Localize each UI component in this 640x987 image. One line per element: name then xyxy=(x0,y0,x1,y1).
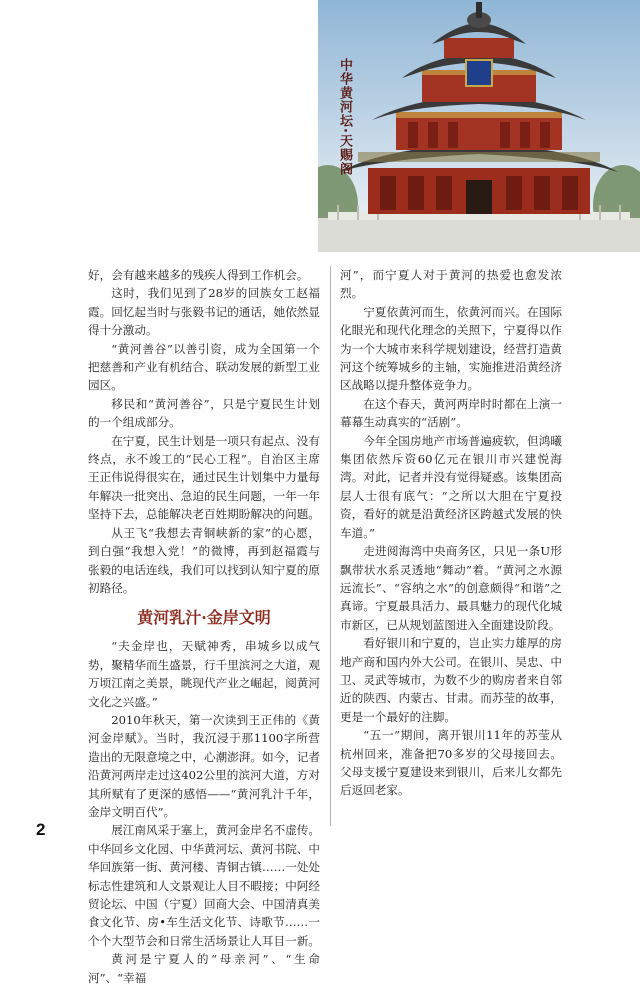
left-column xyxy=(88,266,320,987)
paragraph: 这时，我们见到了28岁的回族女工赵福霞。回忆起当时与张毅书记的通话，她依然显得十分激动。 xyxy=(88,286,320,338)
paragraph: 好，会有越来越多的残疾人得到工作机会。 xyxy=(88,268,309,282)
hero-photo xyxy=(318,0,640,252)
paragraph: 移民和“黄河善谷”，只是宁夏民生计划的一个组成部分。 xyxy=(88,396,320,430)
paragraph: 看好银川和宁夏的，岂止实力雄厚的房地产商和国内外大公司。在银川、吴忠、中卫、灵武等城市，为数不少的购房者来自邻近的陕西、内蒙古、甘肃。而苏莹的故事，更是一个最好的注脚。 xyxy=(340,636,562,724)
paragraph: 从王飞“我想去青铜峡新的家”的心愿，到白强“我想入党！”的微博，再到赵福霞与张毅的电话连线，我们可以找到认知宁夏的原初路径。 xyxy=(88,525,320,595)
paragraph: 在这个春天，黄河两岸时时都在上演一幕幕生动真实的“活剧”。 xyxy=(340,396,562,430)
paragraph: 宁夏依黄河而生，依黄河而兴。在国际化眼光和现代化理念的关照下，宁夏得以作为一个大城市来科学规划建设，经营打造黄河这个统筹城乡的主轴，实施推进沿黄经济区战略以提升整体竞争力。 xyxy=(340,304,562,393)
temple-ground-floor xyxy=(368,168,590,214)
temple-finial xyxy=(476,2,482,18)
section-title: 黄河乳汁·金岸文明 xyxy=(137,608,271,628)
page-number: 2 xyxy=(36,820,46,839)
paragraph: “夫金岸也，天赋神秀，串城乡以成气势，聚精华而生盛景，行千里滨河之大道，观万顷江南之美景，眺现代产业之崛起，阅黄河文化之兴盛。” xyxy=(88,639,320,709)
paragraph: 2010年秋天，第一次读到王正伟的《黄河金岸赋》。当时，我沉浸于那1100字所营造出的无限意境之中，心潮澎湃。如今，记者沿黄河两岸走过这402公里的滨河大道，方对其所赋有了更深的感悟——“黄河乳汁千年，金岸文明百代”。 xyxy=(88,712,320,819)
paragraph: 走进阅海湾中央商务区，只见一条U形飘带状水系灵透地“舞动”着。“黄河之水源远流长”、“容纳之水”的创意颇得“和谐”之真谛。宁夏最具活力、最具魅力的现代化城市新区，已从规划蓝图进入全面建设阶段。 xyxy=(340,544,562,632)
paragraph: 在宁夏，民生计划是一项只有起点、没有终点，永不竣工的“民心工程”。自治区主席王正伟说得很实在，通过民生计划集中力量每年解决一批突出、急迫的民生问题，一年一年坚持下去，总能解决老百姓期盼解决的问题。 xyxy=(88,433,320,522)
right-column xyxy=(340,266,562,800)
temple-illustration xyxy=(318,0,640,252)
paragraph: “五一”期间，离开银川11年的苏莹从杭州回来，准备把70多岁的父母接回去。父母支援宁夏建设来到银川，后来儿女都先后返回老家。 xyxy=(340,728,562,798)
temple-plaque xyxy=(466,60,492,86)
paragraph: 展江南风采于塞上，黄河金岸名不虚传。中华回乡文化园、中华黄河坛、黄河书院、中华回族第一街、黄河楼、青铜古镇……一处处标志性建筑和人文景观让人目不暇接；中阿经贸论坛、中国（宁夏）回商大会、中国清真美食文化节、房•车生活文化节、诗歌节……一个个大型节会和日常生活场景让人耳目一新。 xyxy=(88,823,320,948)
column-divider xyxy=(330,266,331,826)
temple-second-floor xyxy=(396,112,562,150)
paragraph: 黄河是宁夏人的“母亲河”、“生命河”、“幸福 xyxy=(88,952,320,985)
paragraph: 河”，而宁夏人对于黄河的热爱也愈发浓烈。 xyxy=(340,268,562,301)
photo-caption: 中华黄河坛·天赐阁 xyxy=(337,58,352,176)
paragraph: 今年全国房地产市场普遍疲软，但鸿曦集团依然斥资60亿元在银川市兴建悦海湾。对此，记者并没有觉得疑惑。该集团高层人士很有底气：“之所以大胆在宁夏投资，看好的就是沿黄经济区跨越式发展的快车道。” xyxy=(340,433,562,540)
paragraph: “黄河善谷”以善引资，成为全国第一个把慈善和产业有机结合、联动发展的新型工业园区。 xyxy=(88,341,320,393)
